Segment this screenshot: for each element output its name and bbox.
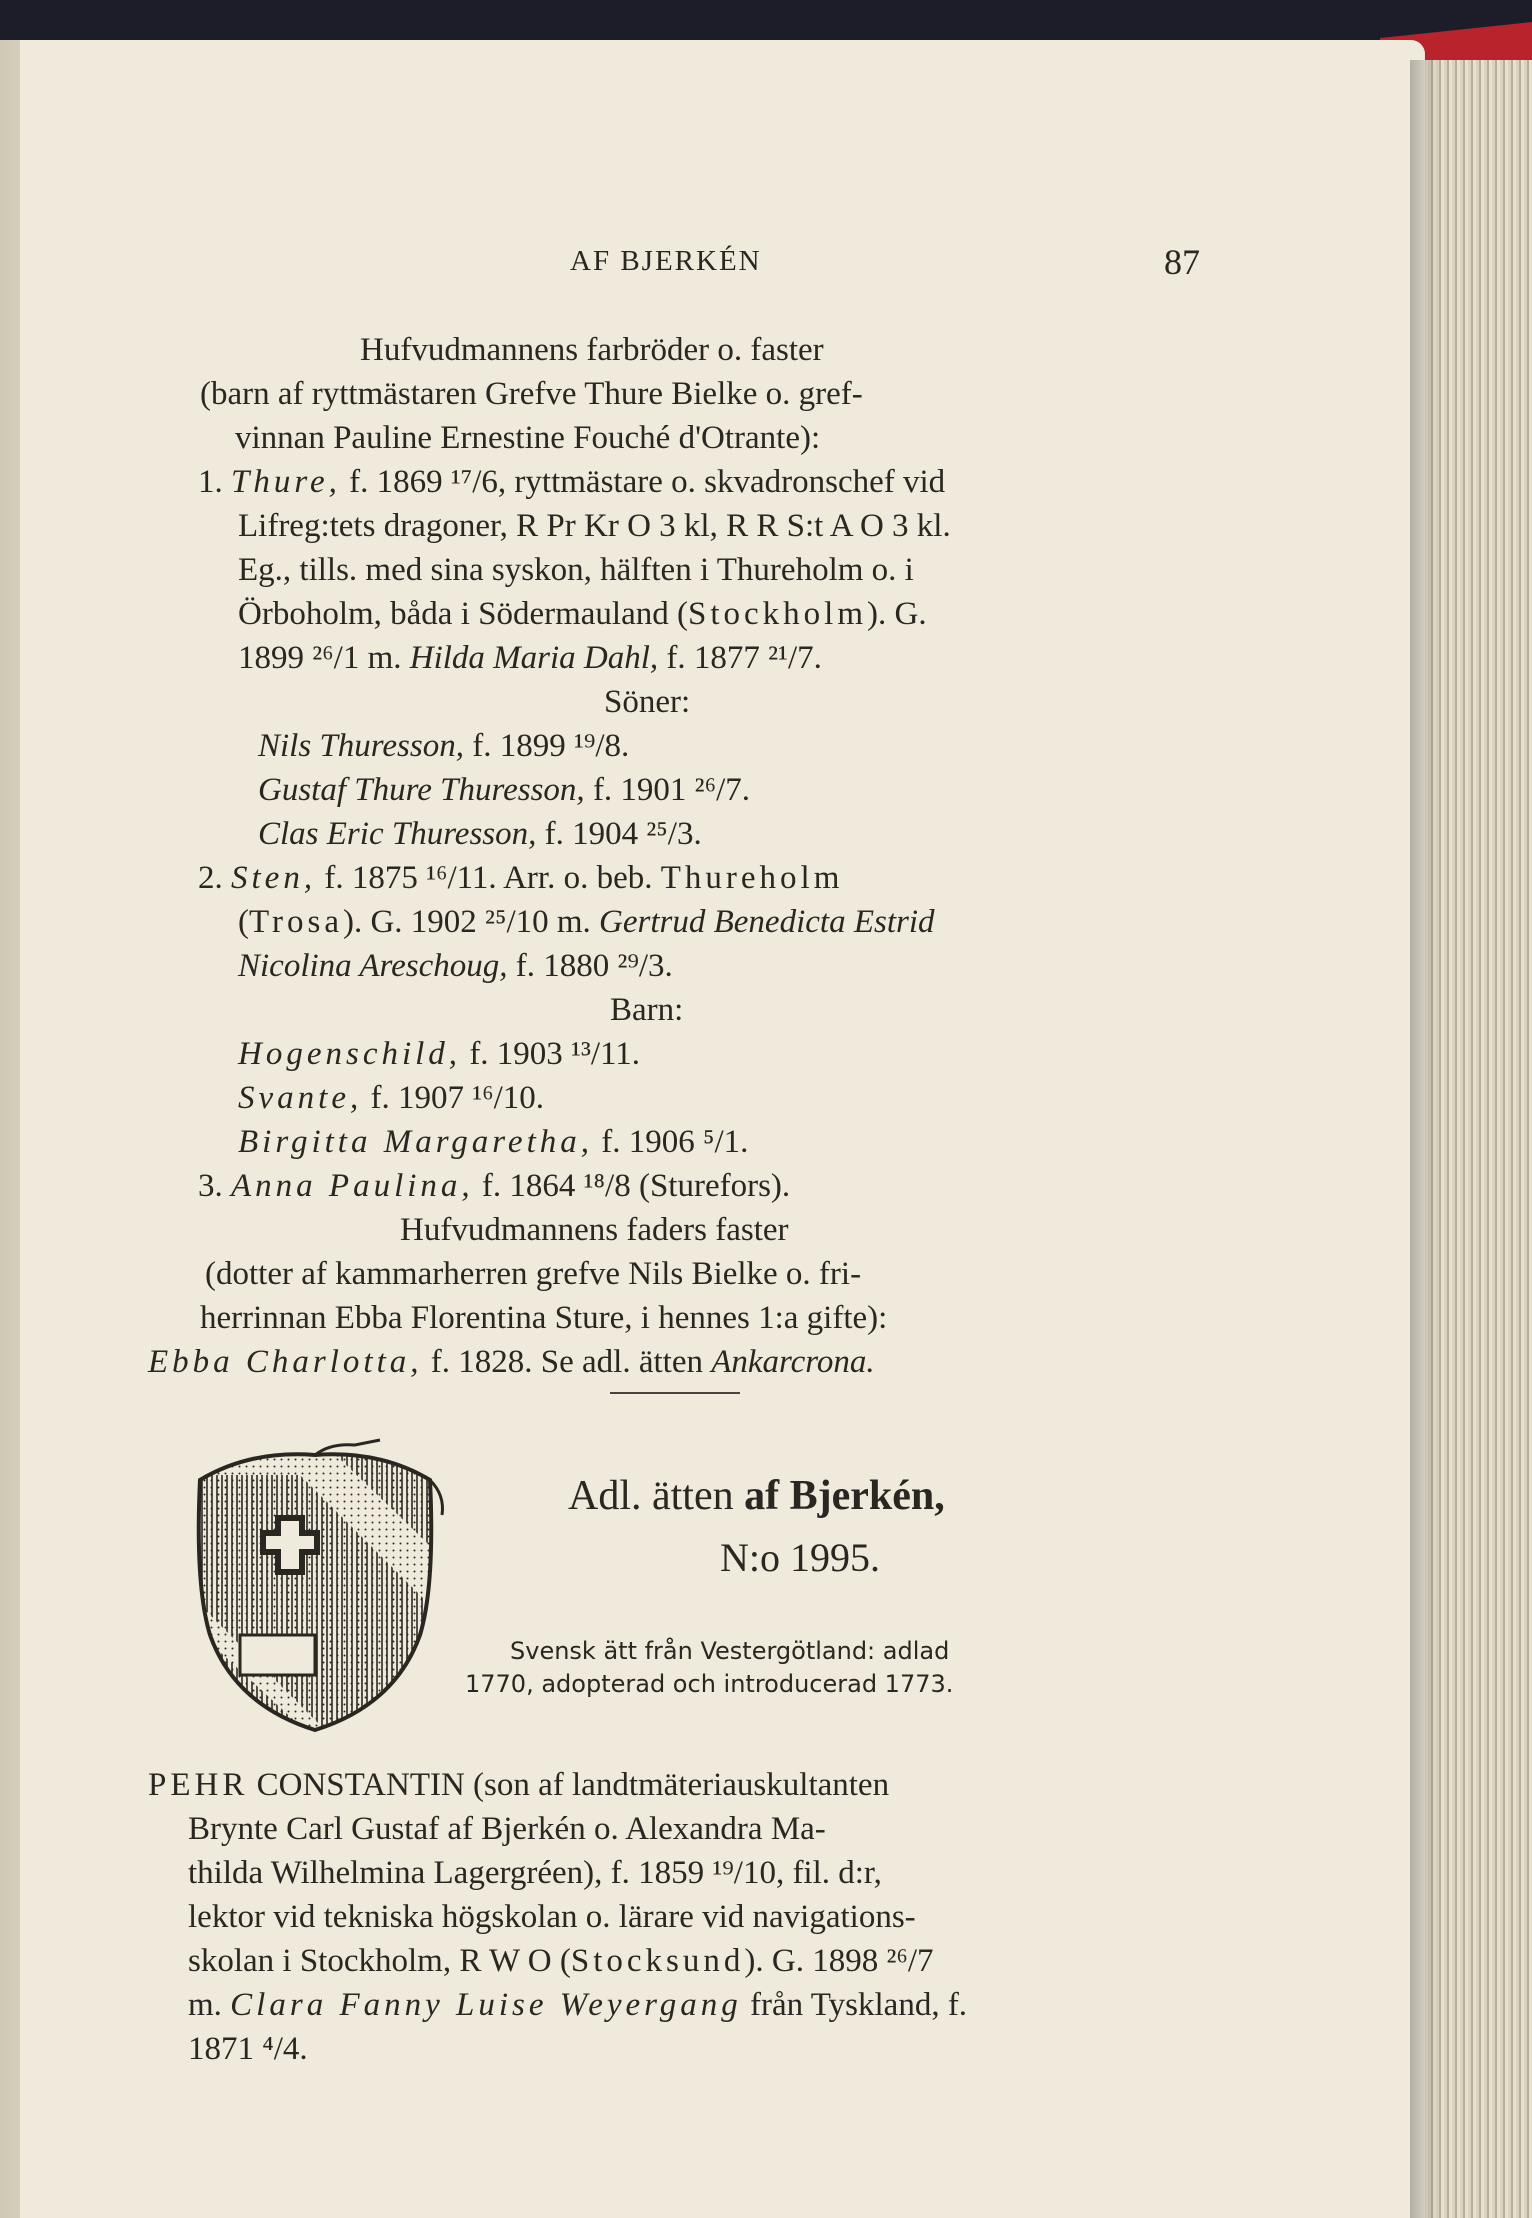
section2-sub1: (dotter af kammarherren grefve Nils Bielke o. fri- xyxy=(205,1256,862,1292)
text-line: Brynte Carl Gustaf af Bjerkén o. Alexandra Ma- xyxy=(188,1811,826,1847)
section1-sub1: (barn af ryttmästaren Grefve Thure Bielke o. gref- xyxy=(200,376,863,412)
text-line: m. Clara Fanny Luise Weyergang från Tyskland, f. xyxy=(188,1987,968,2023)
book-page xyxy=(20,40,1425,2218)
child-line: Svante, f. 1907 ¹⁶/10. xyxy=(238,1080,545,1116)
text-line: Lifreg:tets dragoner, R Pr Kr O 3 kl, R R S:t A O 3 kl. xyxy=(238,508,951,544)
child-line: Birgitta Margaretha, f. 1906 ⁵/1. xyxy=(238,1124,749,1160)
child-line: Nils Thuresson, f. 1899 ¹⁹/8. xyxy=(258,728,630,764)
entry-thure: 1. Thure, f. 1869 ¹⁷/6, ryttmästare o. skvadronschef vid xyxy=(198,464,946,500)
header-title: AF BJERKÉN xyxy=(570,245,762,277)
section-divider xyxy=(610,1392,740,1394)
entry-pehr: PEHR CONSTANTIN (son af landtmäteriauskultanten xyxy=(148,1767,890,1803)
family-description-1: Svensk ätt från Vestergötland: adlad xyxy=(510,1637,950,1665)
text-line: Nicolina Areschoug, f. 1880 ²⁹/3. xyxy=(238,948,673,984)
child-line: Hogenschild, f. 1903 ¹³/11. xyxy=(238,1036,641,1072)
entry-anna: 3. Anna Paulina, f. 1864 ¹⁸/8 (Sturefors). xyxy=(198,1168,791,1204)
entry-sten: 2. Sten, f. 1875 ¹⁶/11. Arr. o. beb. Thureholm xyxy=(198,860,844,896)
section2-sub2: herrinnan Ebba Florentina Sture, i hennes 1:a gifte): xyxy=(200,1300,888,1336)
text-line: 1899 ²⁶/1 m. Hilda Maria Dahl, f. 1877 ²¹/7. xyxy=(238,640,822,676)
page-edge-shadow xyxy=(1410,60,1440,2218)
child-line: Gustaf Thure Thuresson, f. 1901 ²⁶/7. xyxy=(258,772,750,808)
soner-heading: Söner: xyxy=(604,684,691,720)
child-line: Clas Eric Thuresson, f. 1904 ²⁵/3. xyxy=(258,816,702,852)
family-number: N:o 1995. xyxy=(720,1535,880,1580)
text-line: Örboholm, båda i Södermauland (Stockholm). G. xyxy=(238,596,927,632)
section1-sub2: vinnan Pauline Ernestine Fouché d'Otrante): xyxy=(235,420,821,456)
section2-heading: Hufvudmannens faders faster xyxy=(400,1212,789,1248)
text-line: lektor vid tekniska högskolan o. lärare vid navigations- xyxy=(188,1899,916,1935)
family-description-2: 1770, adopterad och introducerad 1773. xyxy=(465,1670,954,1698)
text-line: thilda Wilhelmina Lagergréen), f. 1859 ¹⁹/10, fil. d:r, xyxy=(188,1855,882,1891)
page-number: 87 xyxy=(1164,242,1200,282)
coat-of-arms-icon xyxy=(180,1435,450,1735)
text-line: (Trosa). G. 1902 ²⁵/10 m. Gertrud Benedicta Estrid xyxy=(238,904,935,940)
family-title: Adl. ätten af Bjerkén, xyxy=(568,1473,945,1519)
name-thure: Thure, xyxy=(231,464,341,500)
running-header xyxy=(160,242,1200,285)
text-line: skolan i Stockholm, R W O (Stocksund). G. 1898 ²⁶/7 xyxy=(188,1943,934,1979)
text-line: Eg., tills. med sina syskon, hälften i Thureholm o. i xyxy=(238,552,914,588)
barn-heading: Barn: xyxy=(610,992,684,1028)
entry-ebba: Ebba Charlotta, f. 1828. Se adl. ätten Ankarcrona. xyxy=(148,1344,875,1380)
text-line: 1871 ⁴/4. xyxy=(188,2031,308,2067)
section1-heading: Hufvudmannens farbröder o. faster xyxy=(360,332,824,368)
